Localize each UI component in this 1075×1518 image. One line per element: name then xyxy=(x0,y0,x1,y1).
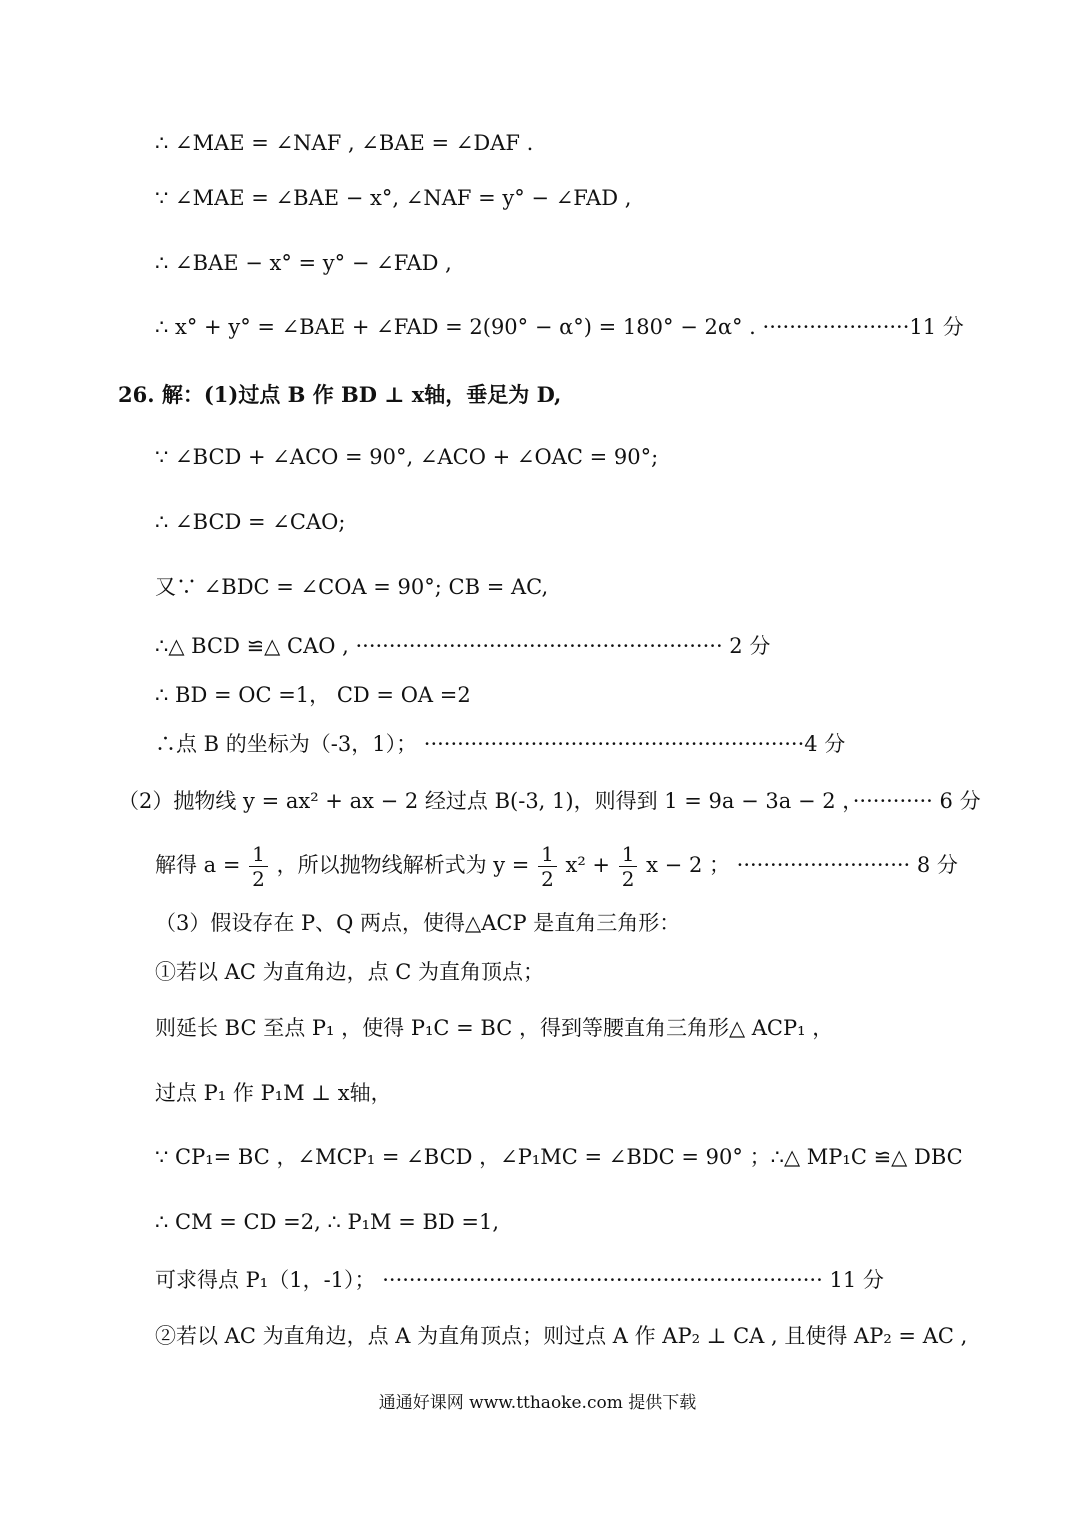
fraction-denominator: 2 xyxy=(252,867,265,891)
solution-middle: ，所以抛物线解析式为 y = xyxy=(276,853,530,877)
proof-line: 则延长 BC 至点 P₁ ，使得 P₁C = BC ，得到等腰直角三角形△ ACP₁ ， xyxy=(155,1016,834,1040)
fraction-denominator: 2 xyxy=(621,867,635,891)
proof-line: ∴ ∠BAE − x° = y° − ∠FAD , xyxy=(155,251,452,275)
fraction-numerator: 1 xyxy=(538,842,557,867)
proof-line: ∴ CM = CD =2, ∴ P₁M = BD =1, xyxy=(155,1210,500,1234)
proof-line: ∵ ∠MAE = ∠BAE − x°, ∠NAF = y° − ∠FAD , xyxy=(155,186,632,210)
fraction-a xyxy=(249,842,268,891)
fraction-numerator: 1 xyxy=(619,842,638,867)
solution-x2: x² + xyxy=(565,853,611,877)
fraction-coef-x xyxy=(619,842,638,891)
proof-line: ∴ ∠MAE = ∠NAF , ∠BAE = ∠DAF . xyxy=(155,131,534,155)
proof-line: 可求得点 P₁（1，-1）； ·································································· 11 分 xyxy=(155,1268,884,1292)
proof-line: ∴点 B 的坐标为（-3，1）； ·························································4 分 xyxy=(155,732,846,756)
proof-line: ∴△ BCD ≌△ CAO , ······················································· 2 分 xyxy=(155,634,771,658)
solution-tail: x − 2 ； ·························· 8 分 xyxy=(646,853,958,877)
page-footer: 通通好课网 www.tthaoke.com 提供下载 xyxy=(378,1393,697,1413)
proof-line: 过点 P₁ 作 P₁M ⊥ x轴， xyxy=(155,1081,392,1105)
question-heading: 26. 解：(1)过点 B 作 BD ⊥ x轴，垂足为 D, xyxy=(118,382,562,407)
proof-line: ∴ BD = OC =1， CD = OA =2 xyxy=(155,683,471,707)
solution-prefix: 解得 a = xyxy=(155,853,241,877)
proof-line: ②若以 AC 为直角边，点 A 为直角顶点；则过点 A 作 AP₂ ⊥ CA , 且使得 AP₂ = AC , xyxy=(155,1324,968,1348)
proof-line: 又∵ ∠BDC = ∠COA = 90°; CB = AC, xyxy=(155,575,549,599)
fraction-coef-x2 xyxy=(538,842,557,891)
solution-line-fraction xyxy=(155,835,958,895)
fraction-denominator: 2 xyxy=(541,867,554,891)
proof-line: ∵ CP₁= BC ，∠MCP₁ = ∠BCD ，∠P₁MC = ∠BDC = 90° ；∴△ MP₁C ≌△ DBC xyxy=(155,1145,963,1169)
proof-line: （3）假设存在 P、Q 两点，使得△ACP 是直角三角形： xyxy=(155,911,681,935)
proof-line: ∴ x° + y° = ∠BAE + ∠FAD = 2(90° − α°) = 180° − 2α° . ······················11 分 xyxy=(155,315,964,339)
proof-line: ∵ ∠BCD + ∠ACO = 90°, ∠ACO + ∠OAC = 90°; xyxy=(155,445,659,469)
proof-line: （2）抛物线 y = ax² + ax − 2 经过点 B(-3, 1)，则得到 1 = 9a − 3a − 2 ，············ 6 分 xyxy=(118,789,981,813)
proof-line: ①若以 AC 为直角边，点 C 为直角顶点； xyxy=(155,960,545,984)
proof-line: ∴ ∠BCD = ∠CAO; xyxy=(155,510,346,534)
fraction-numerator: 1 xyxy=(249,842,268,867)
